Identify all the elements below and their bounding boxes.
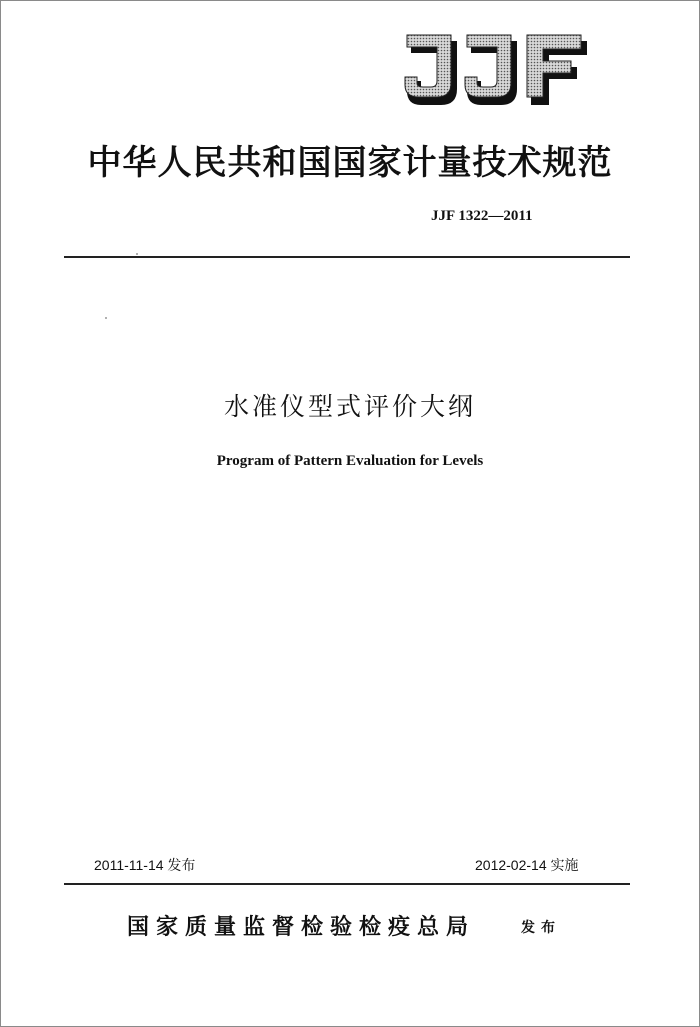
issuing-authority: 国家质量监督检验检疫总局 <box>127 915 476 940</box>
implementation-date: 2012-02-14 实施 <box>475 857 579 873</box>
publish-label: 发布 <box>521 920 561 936</box>
jjf-logo-icon <box>401 31 591 111</box>
scan-speck <box>136 253 138 255</box>
top-divider <box>64 256 630 258</box>
issue-date: 2011-11-14 发布 <box>94 857 196 873</box>
bottom-divider <box>64 883 630 885</box>
jjf-logo-graphic <box>401 31 591 111</box>
scan-speck <box>105 317 107 319</box>
document-code: JJF 1322—2011 <box>431 208 533 224</box>
series-title: 中华人民共和国国家计量技术规范 <box>87 143 613 183</box>
document-title-en: Program of Pattern Evaluation for Levels <box>216 453 484 469</box>
document-title-cn: 水准仪型式评价大纲 <box>223 392 476 421</box>
